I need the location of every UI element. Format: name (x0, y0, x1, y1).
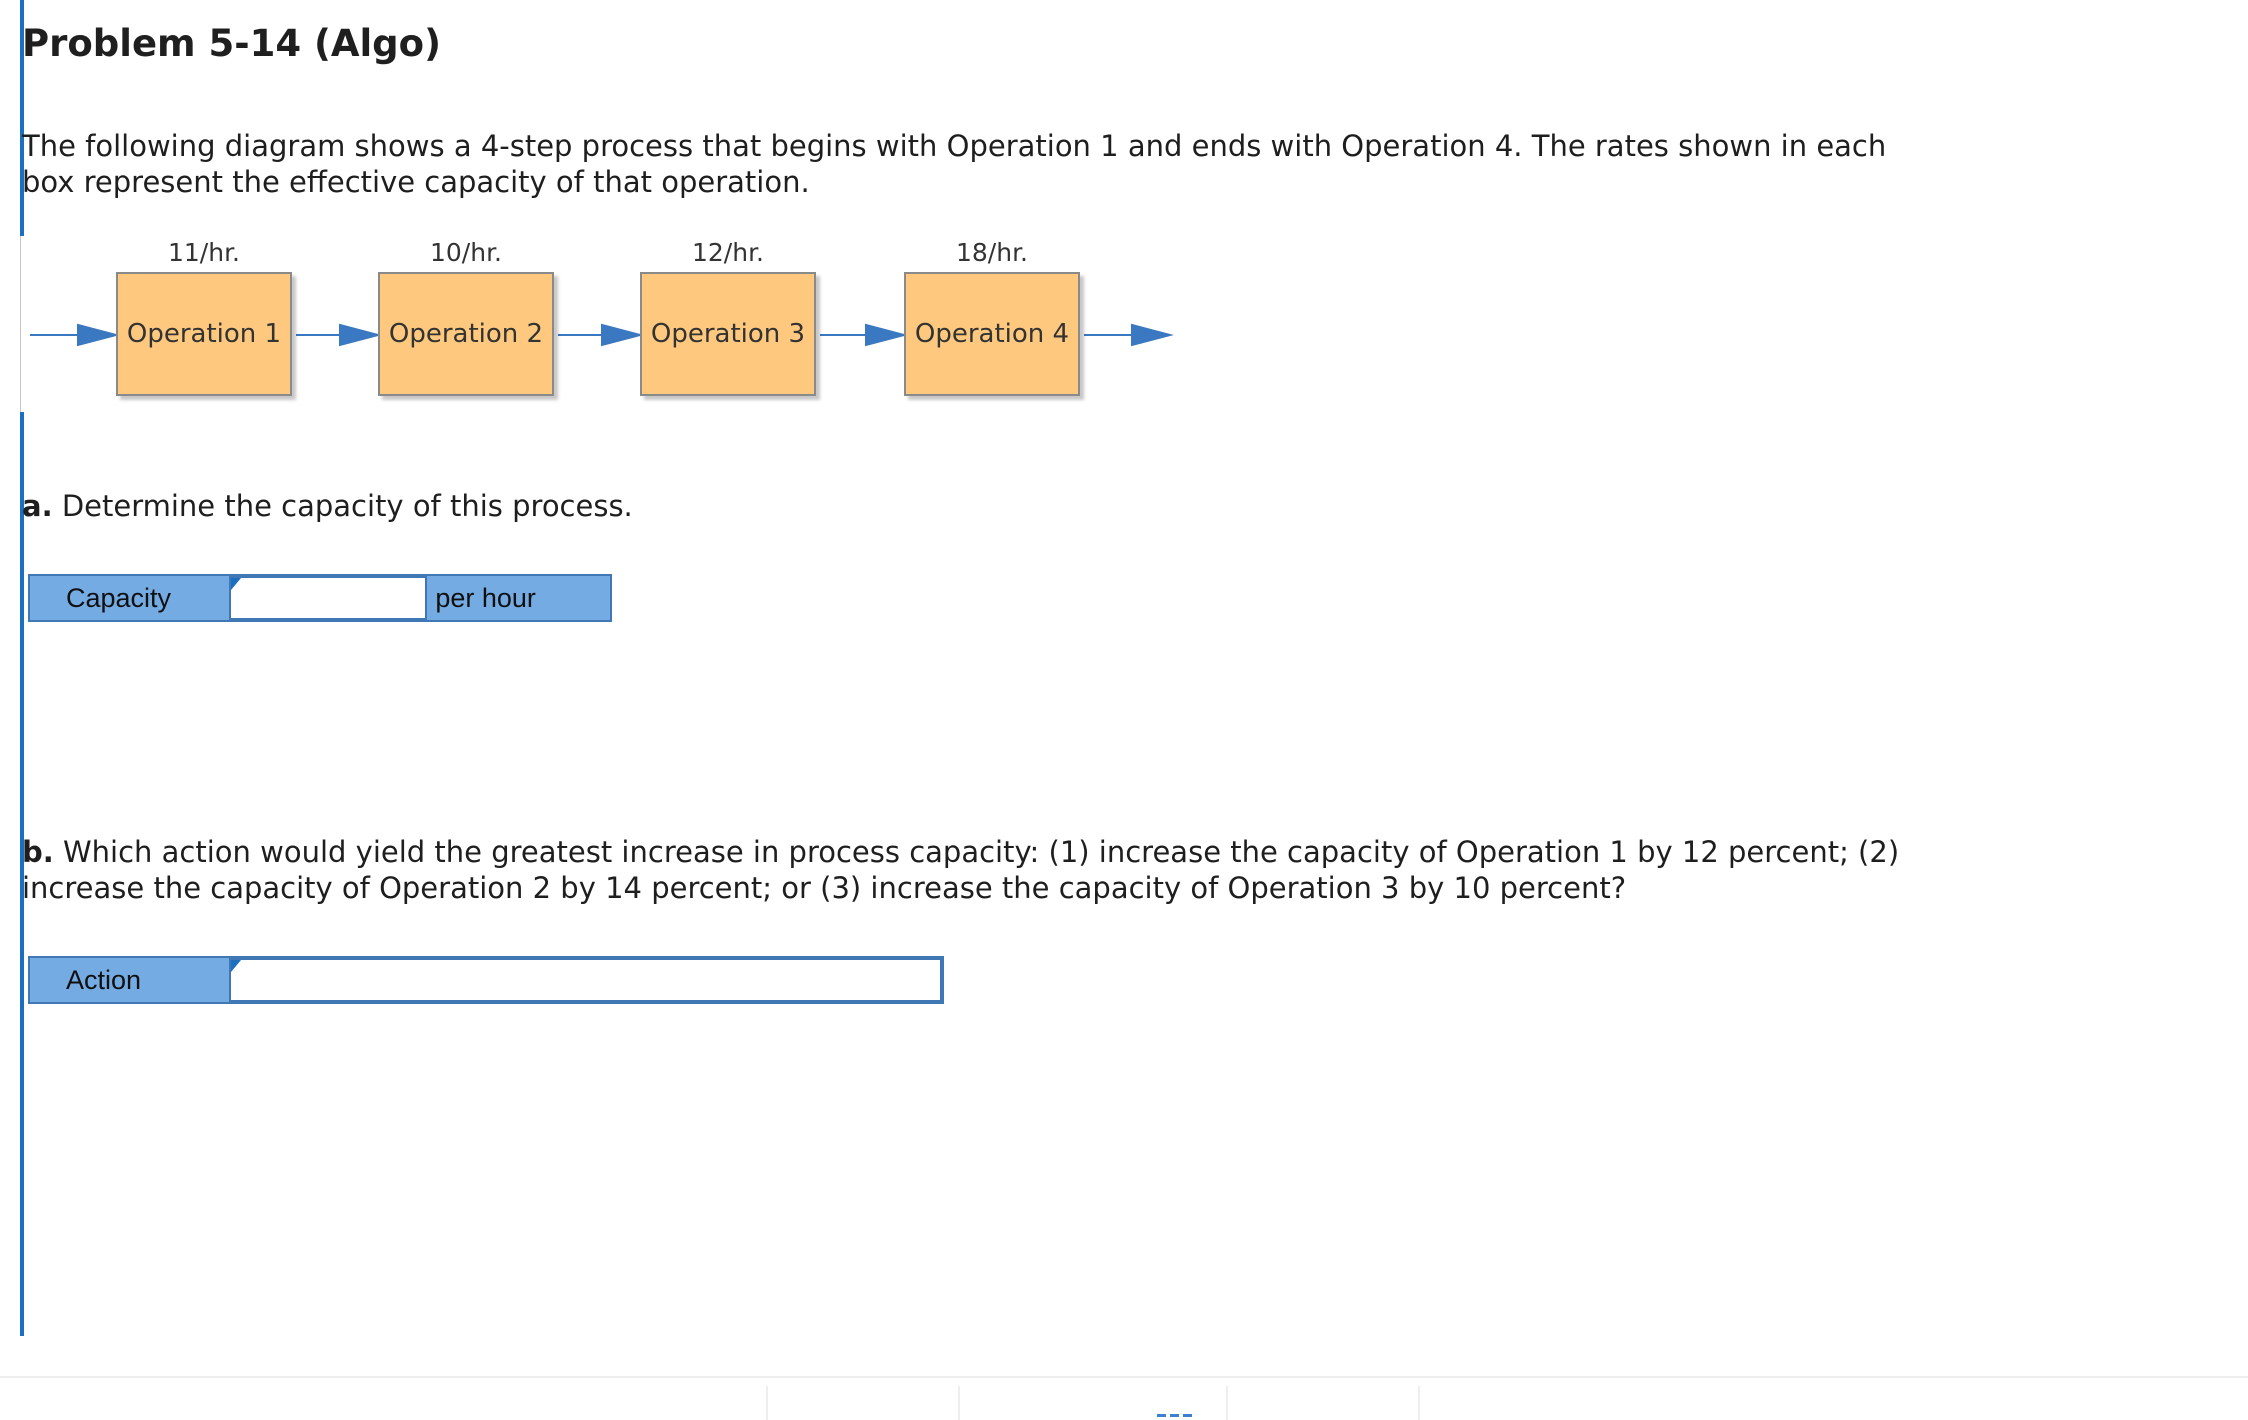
footer-tick (1226, 1386, 1228, 1420)
footer-page-indicator-icon (1157, 1414, 1193, 1417)
action-answer-row (28, 956, 944, 1004)
capacity-input[interactable] (231, 578, 426, 618)
footer-tick (958, 1386, 960, 1420)
arrow-3-4-head (866, 325, 904, 345)
part-a-text: Determine the capacity of this process. (61, 489, 633, 523)
action-input[interactable] (231, 960, 940, 1000)
input-corner-marker-icon (231, 578, 241, 590)
arrow-2-3-head (602, 325, 640, 345)
operation-4-rate: 18/hr. (955, 238, 1028, 267)
capacity-input-cell[interactable] (229, 576, 428, 620)
capacity-label: Capacity (30, 576, 229, 620)
operation-4-box: Operation 4 (904, 272, 1080, 396)
problem-intro: The following diagram shows a 4-step process that begins with Operation 1 and ends with Operation 4. The rates shown in each box represent the effective capacity of that operation. (22, 129, 1887, 199)
input-corner-marker-icon (231, 960, 241, 972)
arrow-in-head (78, 325, 116, 345)
footer-tick (1418, 1386, 1420, 1420)
part-b-marker: b. (22, 835, 54, 869)
part-a-question (22, 488, 1922, 524)
footer-tick (766, 1386, 768, 1420)
left-rule-gap (20, 236, 24, 412)
operation-3-rate: 12/hr. (691, 238, 764, 267)
part-a-marker: a. (22, 489, 53, 523)
operation-1-rate: 11/hr. (167, 238, 240, 267)
arrow-1-2-head (340, 325, 378, 345)
footer-divider (0, 1376, 2248, 1378)
left-accent-rule (20, 0, 24, 1336)
part-b-question (22, 834, 1922, 906)
action-label: Action (30, 958, 229, 1002)
operation-1-box: Operation 1 (116, 272, 292, 396)
operation-2-rate: 10/hr. (429, 238, 502, 267)
capacity-unit: per hour (427, 576, 610, 620)
problem-title: Problem 5-14 (Algo) (22, 22, 441, 65)
action-input-cell[interactable] (229, 958, 942, 1002)
process-diagram (28, 232, 1188, 412)
arrow-out-head (1132, 325, 1170, 345)
part-b-text: Which action would yield the greatest increase in process capacity: (1) increase the capacity of Operation 1 by 12 percent; (2) increase the capacity of Operation 2 by 14 percent; or (3) increase the capacity of Operation 3 by 10 percent? (22, 835, 1900, 905)
operation-3-box: Operation 3 (640, 272, 816, 396)
operation-2-box: Operation 2 (378, 272, 554, 396)
capacity-answer-row (28, 574, 612, 622)
